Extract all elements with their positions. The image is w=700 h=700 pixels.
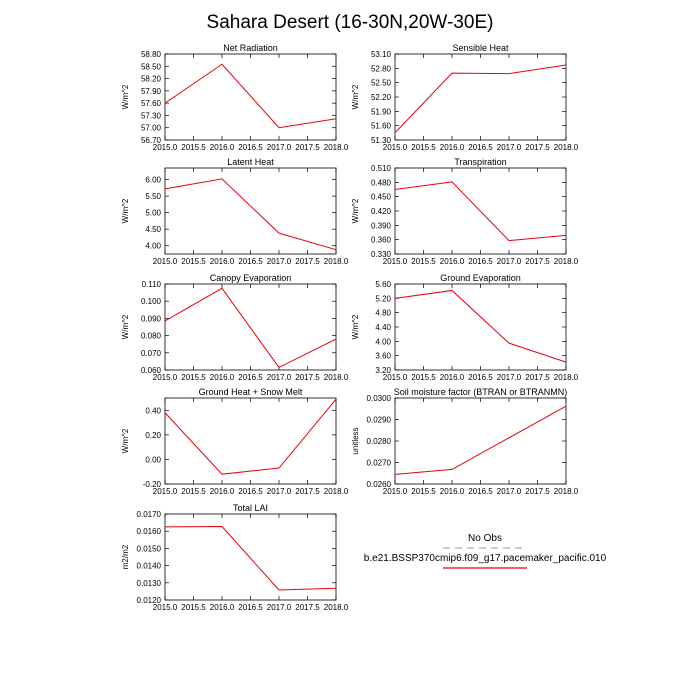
x-tick-label: 2015.0 [152,257,178,266]
y-tick-label: 0.20 [145,430,161,440]
x-tick-label: 2017.0 [266,143,292,152]
x-tick-label: 2018.0 [323,257,349,266]
x-tick-label: 2018.0 [553,143,579,152]
y-tick-label: 0.480 [370,178,391,188]
y-tick-label: 0.360 [370,235,391,245]
x-tick-label: 2015.5 [411,257,436,266]
x-tick-label: 2017.0 [266,487,292,496]
x-tick-label: 2017.0 [496,373,522,382]
panel-4 [351,157,579,266]
x-tick-label: 2016.5 [238,603,263,612]
x-tick-label: 2015.5 [181,143,206,152]
series-line [395,290,566,362]
y-tick-label: 58.80 [140,50,161,59]
y-tick-label: 53.10 [370,50,391,59]
y-tick-label: 0.0300 [366,394,391,403]
series-line [165,399,336,474]
x-tick-label: 2017.0 [266,603,292,612]
panels [121,43,579,612]
y-tick-label: 51.90 [370,107,391,117]
x-tick-label: 2017.0 [496,143,522,152]
y-tick-label: 51.30 [370,136,391,145]
x-tick-label: 2016.0 [209,143,235,152]
x-tick-label: 2016.5 [238,373,263,382]
y-tick-label: 0.080 [140,331,161,341]
plot-frame [395,398,566,484]
y-axis-label: W/m^2 [121,428,130,454]
series-line [165,64,336,127]
x-tick-label: 2018.0 [323,143,349,152]
y-axis-label: W/m^2 [121,198,130,224]
x-tick-label: 2018.0 [323,603,349,612]
x-tick-label: 2016.0 [209,257,235,266]
x-tick-label: 2017.5 [295,603,320,612]
y-tick-label: 0.0290 [366,415,391,425]
x-tick-label: 2017.0 [266,373,292,382]
y-tick-label: 0.0120 [136,596,161,605]
panel-8 [351,387,579,496]
x-tick-label: 2015.0 [152,487,178,496]
panel-9 [121,503,349,612]
y-axis-label: W/m^2 [121,84,130,110]
x-tick-label: 2017.5 [295,257,320,266]
plot-frame [395,284,566,370]
y-tick-label: 56.70 [140,136,161,145]
x-tick-label: 2017.0 [266,257,292,266]
x-tick-label: 2016.5 [238,143,263,152]
x-tick-label: 2016.0 [209,487,235,496]
y-tick-label: 0.390 [370,221,391,231]
y-tick-label: 0.40 [145,406,161,416]
x-tick-label: 2017.0 [496,487,522,496]
y-tick-label: 0.0140 [136,561,161,571]
x-tick-label: 2015.0 [152,143,178,152]
series-line [165,288,336,367]
y-tick-label: 0.0170 [136,510,161,519]
panel-6 [351,273,579,382]
y-tick-label: 57.60 [140,99,161,109]
y-tick-label: 4.50 [145,225,161,235]
y-axis-label: W/m^2 [351,198,360,224]
panel-2 [351,43,579,152]
y-tick-label: 5.20 [375,294,391,304]
x-tick-label: 2017.5 [525,487,550,496]
y-tick-label: 3.20 [375,366,391,375]
y-axis-label: W/m^2 [351,84,360,110]
x-tick-label: 2017.5 [525,143,550,152]
x-tick-label: 2015.0 [382,487,408,496]
x-tick-label: 2016.0 [209,603,235,612]
series-line [395,65,566,133]
panel-3 [121,157,349,266]
y-tick-label: 0.330 [370,250,391,259]
x-tick-label: 2015.0 [382,373,408,382]
y-tick-label: 0.060 [140,366,161,375]
x-tick-label: 2017.0 [496,257,522,266]
series-line [395,182,566,241]
x-tick-label: 2015.0 [152,373,178,382]
x-tick-label: 2015.5 [411,487,436,496]
x-tick-label: 2015.5 [181,257,206,266]
y-axis-label: unitless [351,427,360,455]
y-tick-label: 0.0160 [136,527,161,537]
x-tick-label: 2015.5 [181,487,206,496]
y-tick-label: 0.0270 [366,458,391,468]
panel-title: Ground Evaporation [440,273,521,283]
y-tick-label: 0.090 [140,314,161,324]
legend [364,533,607,568]
panel-title: Transpiration [454,157,507,167]
legend-model-label: b.e21.BSSP370cmip6.f09_g17.pacemaker_pacific.010 [363,553,607,564]
plot-frame [165,168,336,254]
x-tick-label: 2016.0 [209,373,235,382]
x-tick-label: 2015.0 [152,603,178,612]
y-tick-label: 57.00 [140,123,161,133]
x-tick-label: 2016.0 [439,373,465,382]
x-tick-label: 2015.5 [411,373,436,382]
panel-title: Sensible Heat [452,43,509,53]
x-tick-label: 2015.5 [181,603,206,612]
x-tick-label: 2018.0 [553,257,579,266]
y-tick-label: 0.00 [145,455,161,465]
y-tick-label: 4.00 [145,241,161,251]
x-tick-label: 2016.5 [468,373,493,382]
x-tick-label: 2016.5 [468,143,493,152]
panel-title: Canopy Evaporation [209,273,292,283]
y-tick-label: 5.00 [145,208,161,218]
y-tick-label: 6.00 [145,175,161,185]
y-tick-label: 0.0130 [136,578,161,588]
panel-title: Soil moisture factor (BTRAN or BTRANMN) [393,387,568,397]
x-tick-label: 2016.5 [238,257,263,266]
x-tick-label: 2016.5 [468,487,493,496]
panel-7 [121,387,349,496]
x-tick-label: 2017.5 [295,143,320,152]
plot-frame [165,284,336,370]
x-tick-label: 2016.5 [468,257,493,266]
y-tick-label: 57.90 [140,86,161,96]
y-tick-label: 0.0150 [136,544,161,554]
panel-title: Net Radiation [223,43,278,53]
x-tick-label: 2016.5 [238,487,263,496]
x-tick-label: 2018.0 [553,373,579,382]
x-tick-label: 2015.5 [181,373,206,382]
y-tick-label: 4.00 [375,337,391,347]
y-tick-label: 52.20 [370,93,391,102]
y-axis-label: m2/m2 [121,544,130,570]
y-tick-label: -0.20 [142,480,161,489]
x-tick-label: 2015.0 [382,143,408,152]
y-tick-label: 0.450 [370,192,391,202]
y-tick-label: 0.070 [140,348,161,358]
figure-title: Sahara Desert (16-30N,20W-30E) [206,12,494,33]
y-axis-label: W/m^2 [351,314,360,340]
legend-obs-label: No Obs [468,533,502,544]
y-tick-label: 0.0260 [366,480,391,489]
y-tick-label: 0.110 [141,280,161,289]
x-tick-label: 2018.0 [323,373,349,382]
x-tick-label: 2015.0 [382,257,408,266]
y-tick-label: 5.60 [375,280,391,289]
plot-frame [165,54,336,140]
y-tick-label: 52.80 [370,64,391,74]
x-tick-label: 2016.0 [439,143,465,152]
y-tick-label: 0.100 [140,297,161,307]
x-tick-label: 2017.5 [525,257,550,266]
panel-5 [121,273,349,382]
x-tick-label: 2017.5 [295,487,320,496]
x-tick-label: 2017.5 [295,373,320,382]
y-tick-label: 4.80 [375,308,391,318]
x-tick-label: 2015.5 [411,143,436,152]
series-line [165,179,336,250]
y-tick-label: 0.420 [370,207,391,216]
y-axis-label: W/m^2 [121,314,130,340]
x-tick-label: 2018.0 [323,487,349,496]
y-tick-label: 5.50 [145,192,161,202]
panel-title: Latent Heat [227,157,274,167]
plot-frame [395,54,566,140]
x-tick-label: 2018.0 [553,487,579,496]
panel-title: Ground Heat + Snow Melt [198,387,303,397]
x-tick-label: 2016.0 [439,257,465,266]
series-line [395,406,566,474]
panel-title: Total LAI [232,503,269,513]
y-tick-label: 0.510 [370,164,391,173]
y-tick-label: 58.20 [140,74,161,84]
y-tick-label: 58.50 [140,62,161,72]
y-tick-label: 0.0280 [366,437,391,446]
y-tick-label: 3.60 [375,351,391,361]
series-line [165,527,336,590]
x-tick-label: 2016.0 [439,487,465,496]
panel-1 [121,43,349,152]
y-tick-label: 52.50 [370,78,391,88]
x-tick-label: 2017.5 [525,373,550,382]
y-tick-label: 4.40 [375,323,391,332]
y-tick-label: 57.30 [140,111,161,121]
y-tick-label: 51.60 [370,121,391,131]
